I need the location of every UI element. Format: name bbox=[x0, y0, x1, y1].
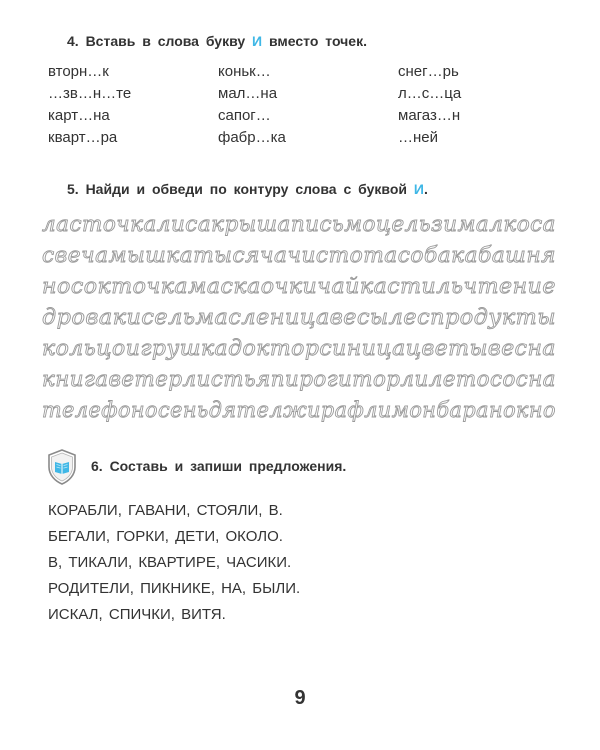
cursive-line-6-svg bbox=[40, 363, 560, 394]
word-item: сапог… bbox=[218, 107, 271, 124]
task-5-title-end: . bbox=[423, 181, 428, 197]
cursive-line-1-svg bbox=[40, 208, 560, 239]
task-5-letter: И bbox=[413, 181, 424, 197]
word-item: фабр…ка bbox=[218, 129, 286, 146]
cursive-letter-chain[interactable]: книгаветерлистьяпирогиторлилетососна bbox=[42, 367, 556, 391]
task-4-title-start: 4. Вставь в слова букву bbox=[67, 33, 253, 49]
sentence-words: ИСКАЛ, СПИЧКИ, ВИТЯ. bbox=[48, 606, 226, 623]
cursive-line-5-svg bbox=[40, 332, 560, 363]
shield-book-icon bbox=[47, 449, 77, 485]
word-item: коньк… bbox=[218, 63, 271, 80]
sentence-words: БЕГАЛИ, ГОРКИ, ДЕТИ, ОКОЛО. bbox=[48, 528, 283, 545]
cursive-letter-chain[interactable]: носокточкамаскаочкичайкастильчтение bbox=[42, 274, 556, 298]
cursive-letter-chain[interactable]: телефоносеньдятелжирафлимонбаранокно bbox=[42, 398, 556, 422]
task-5-title bbox=[67, 181, 428, 197]
cursive-line-7-svg bbox=[40, 394, 560, 425]
cursive-letter-chain[interactable]: кольцоигрушкадокторсиницацветывесна bbox=[42, 336, 556, 360]
word-item: …зв…н…те bbox=[48, 85, 132, 102]
cursive-line-4-svg bbox=[40, 301, 560, 332]
word-item: магаз…н bbox=[398, 107, 461, 124]
task-6-title: 6. Составь и запиши предложения. bbox=[91, 458, 347, 474]
cursive-letter-chains bbox=[40, 208, 560, 425]
sentence-words: В, ТИКАЛИ, КВАРТИРЕ, ЧАСИКИ. bbox=[48, 554, 292, 571]
sentence-words: КОРАБЛИ, ГАВАНИ, СТОЯЛИ, В. bbox=[48, 502, 283, 519]
task-5-title-start: 5. Найди и обведи по контуру слова с буквой bbox=[67, 181, 414, 197]
word-item: вторн…к bbox=[48, 63, 109, 80]
cursive-line-1 bbox=[40, 208, 560, 239]
word-item: кварт…ра bbox=[48, 129, 118, 146]
cursive-line-2 bbox=[40, 239, 560, 270]
page-number: 9 bbox=[294, 687, 306, 709]
task-6-sentences bbox=[48, 498, 300, 628]
task-4-word-column-2 bbox=[218, 61, 286, 149]
cursive-letter-chain[interactable]: ласточкалисакрышаписьмоцельзималкоса bbox=[42, 212, 556, 236]
cursive-line-7 bbox=[40, 394, 560, 425]
word-item: снег…рь bbox=[398, 63, 459, 80]
sentence-words: РОДИТЕЛИ, ПИКНИКЕ, НА, БЫЛИ. bbox=[48, 580, 301, 597]
cursive-line-3-svg bbox=[40, 270, 560, 301]
task-4-word-column-3 bbox=[398, 61, 461, 149]
cursive-letter-chain[interactable]: свечамышкатысячачистотасобакабашня bbox=[42, 243, 556, 267]
word-item: карт…на bbox=[48, 107, 110, 124]
word-item: мал…на bbox=[218, 85, 278, 102]
word-item: …ней bbox=[398, 129, 439, 146]
cursive-line-6 bbox=[40, 363, 560, 394]
task-4-word-column-1 bbox=[48, 61, 131, 149]
cursive-line-5 bbox=[40, 332, 560, 363]
cursive-letter-chain[interactable]: дровакисельмасленицавесылеспродукты bbox=[42, 305, 556, 329]
task-4-title-end: вместо точек. bbox=[262, 33, 367, 49]
task-4-letter: И bbox=[252, 33, 263, 49]
cursive-line-2-svg bbox=[40, 239, 560, 270]
cursive-line-3 bbox=[40, 270, 560, 301]
task-4-title bbox=[67, 33, 367, 49]
cursive-line-4 bbox=[40, 301, 560, 332]
word-item: л…с…ца bbox=[398, 85, 462, 102]
